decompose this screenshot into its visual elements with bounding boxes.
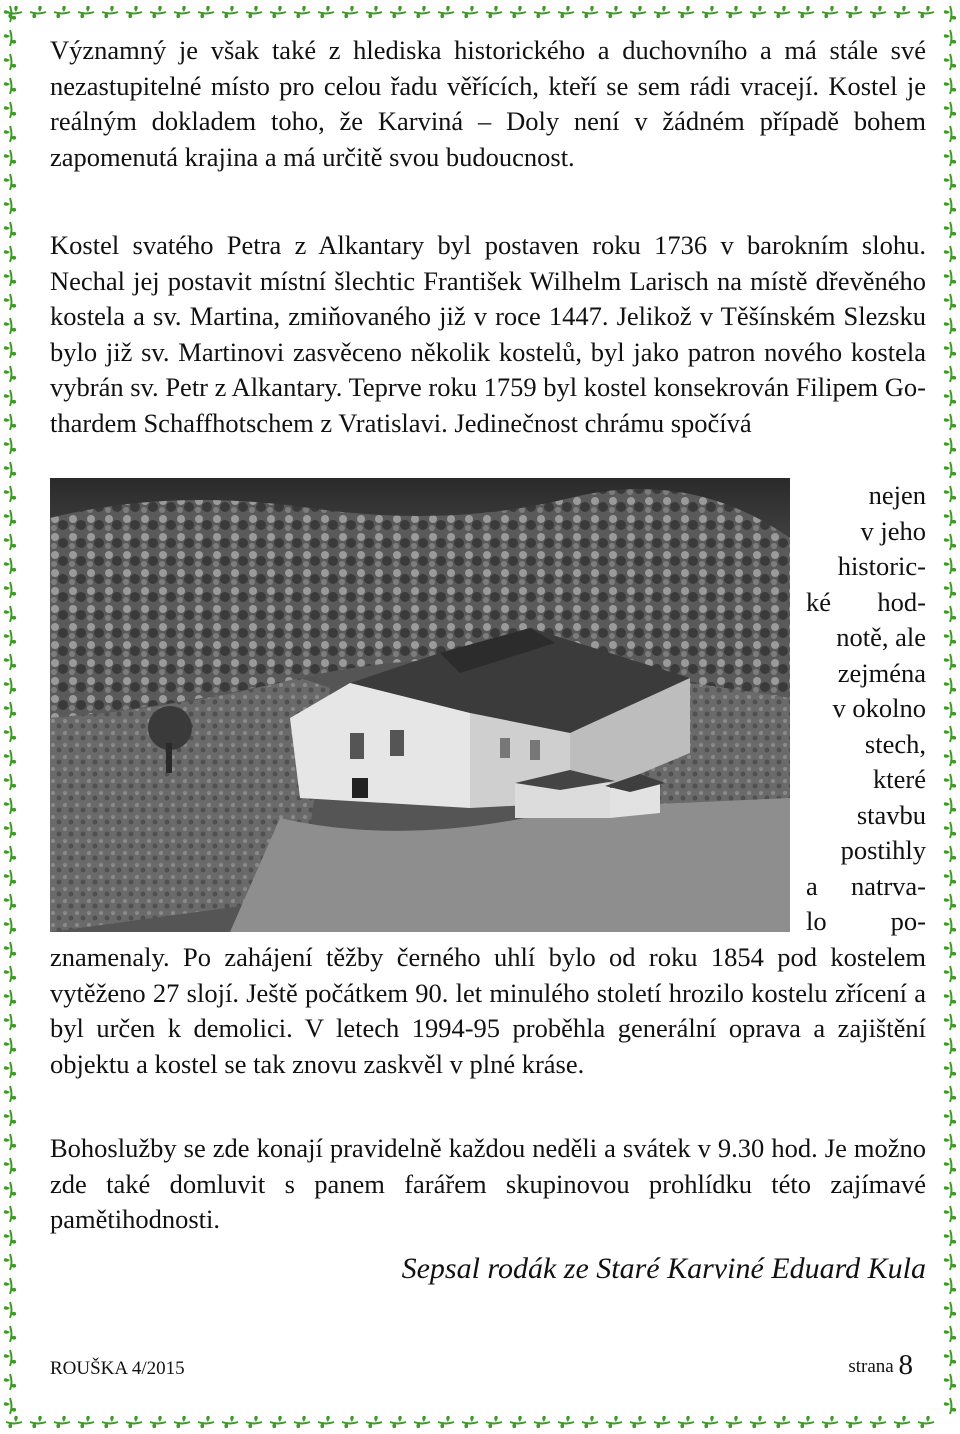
wrap-line: postihly <box>840 835 926 865</box>
paragraph-services: Bohoslužby se zde konají pravidelně každou neděli a svátek v 9.30 hod. Je možno zde také domluvit s panem farářem skupinovou prohlídku této zajímavé pamětihodnosti. <box>50 1133 926 1234</box>
wrap-word: hod- <box>877 586 926 617</box>
wrap-word: lo <box>806 906 827 936</box>
wrap-word: a <box>806 870 818 901</box>
paragraph-history: Kostel svatého Petra z Alkantary byl postaven roku 1736 v barokním slohu. Nechal jej postavit místní šlechtic František Wilhelm Larisch na místě dřevěného kostela a sv. Martina, zmiňovaného již v roce 1447. Jelikož v Těšínském Slezsku bylo již sv. Martinovi zasvěceno několik kostelů, byl jako patron nového kostela vybrán sv. Petr z Alkantary. Teprve roku 1759 byl kostel konsekrován Filipem Gothardem Schaffhotschem z Vratislavi. Jedinečnost chrámu spočívá <box>50 230 926 438</box>
footer-page <box>848 1350 913 1382</box>
footer-issue: ROUŠKA 4/2015 <box>50 1358 185 1379</box>
wrapped-text-column <box>806 478 926 940</box>
page-label: strana <box>848 1356 894 1377</box>
wrap-line-justified <box>806 585 926 621</box>
wrap-line: zejména <box>837 657 926 688</box>
page-number: 8 <box>898 1349 913 1381</box>
wrap-line: notě, ale <box>836 622 926 652</box>
wrap-line: nejen <box>868 480 926 510</box>
wrap-line-justified <box>806 869 926 905</box>
paragraph-significance: Významný je však také z hlediska historického a duchovního a má stále své nezastupitelné místo pro celou řadu věřících, kteří se sem rádi vracejí. Kostel je reálným dokladem toho, že Karviná – Doly není v žádném případě bohem zapomenutá krajina a má určitě svou budoucnost. <box>50 35 926 172</box>
wrap-line-justified <box>806 904 926 940</box>
wrap-line: které <box>873 764 926 794</box>
wrap-line: stech, <box>864 728 926 759</box>
author-signature: Sepsal rodák ze Staré Karviné Eduard Kula <box>401 1252 926 1285</box>
wrap-word: ké <box>806 586 832 617</box>
wrap-line: stavbu <box>856 799 926 830</box>
wrap-word: po- <box>890 906 926 936</box>
wrap-word: natrva- <box>850 870 926 901</box>
church-aerial-photo <box>50 478 790 932</box>
wrap-line: v jeho <box>860 515 926 546</box>
wrap-line: v okolno <box>832 693 926 723</box>
wrap-line: historic- <box>837 551 926 581</box>
paragraph-history-continued: znamenaly. Po zahájení těžby černého uhlí bylo od roku 1854 pod kostelem vytěženo 27 slojí. Ještě počátkem 90. let minulého století hrozilo kostelu zřícení a byl určen k demolici. V letech 1994-95 proběhla generální oprava a zajištění objektu a kostel se tak znovu zaskvěl v plné kráse. <box>50 942 926 1079</box>
